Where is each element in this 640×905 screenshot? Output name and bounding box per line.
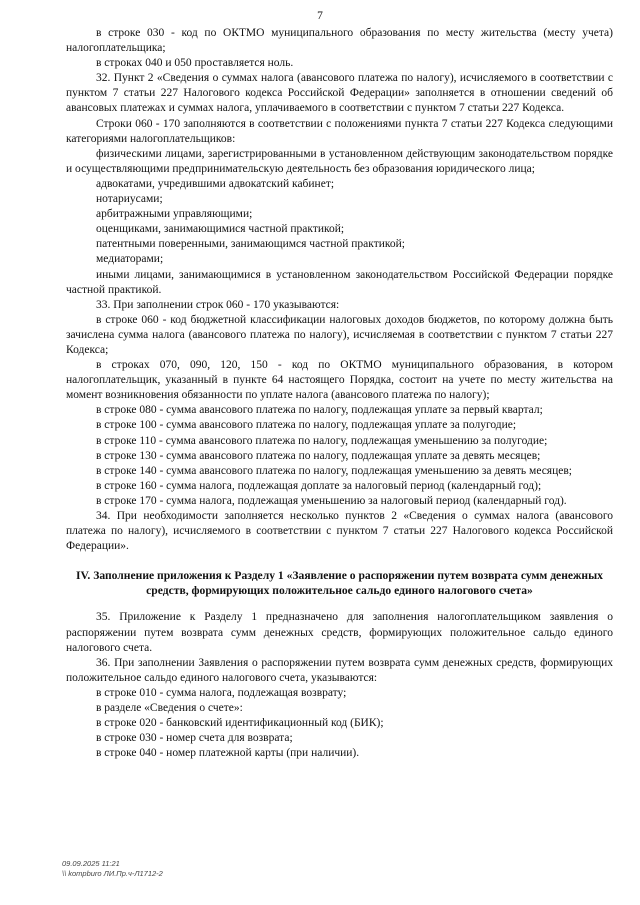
footer-file-path: \\ kompburo ЛИ.Пр.ч-Л1712-2 (62, 868, 163, 878)
paragraph: арбитражными управляющими; (96, 208, 253, 221)
paragraph: в строке 030 - код по ОКТМО муниципального образования по месту жительства (месту учета) налогоплательщика; (66, 27, 613, 55)
paragraph: в строке 160 - сумма налога, подлежащая доплате за налоговый период (календарный год); (96, 479, 542, 492)
paragraph: в строке 080 - сумма авансового платежа по налогу, подлежащая уплате за первый квартал; (96, 404, 543, 417)
document-body (66, 26, 613, 761)
document-footer (62, 859, 163, 878)
paragraph: в строках 070, 090, 120, 150 - код по ОКТМО муниципального образования, в котором налогоплательщик, указанный в пункте 64 настоящего Порядка, состоит на учете по месту жительства на момент возникновения обязанности по уплате налога (авансового платежа по налогу); (66, 359, 613, 402)
paragraph: в строке 170 - сумма налога, подлежащая уменьшению за налоговый период (календарный год). (96, 494, 567, 507)
paragraph: 34. При необходимости заполняется несколько пунктов 2 «Сведения о суммах налога (авансового платежа по налогу), исчисляемого в соответствии с пунктом 7 статьи 227 Налогового кодекса Российской Федерации». (66, 510, 613, 553)
paragraph: 32. Пункт 2 «Сведения о суммах налога (авансового платежа по налогу), исчисляемого в соответствии с пунктом 7 статьи 227 Налогового кодекса Российской Федерации» заполняется в отношении сведений об авансовых платежах и суммах налога, уплачиваемого в соответствии с пунктом 7 статьи 227 Кодекса. (66, 72, 613, 115)
paragraph: в строке 100 - сумма авансового платежа по налогу, подлежащая уплате за полугодие; (96, 419, 517, 432)
paragraph: в строке 030 - номер счета для возврата; (96, 732, 293, 745)
paragraph: медиаторами; (96, 253, 164, 266)
paragraph: Строки 060 - 170 заполняются в соответствии с положениями пункта 7 статьи 227 Кодекса следующими категориями налогоплательщиков: (66, 117, 613, 145)
paragraph: 35. Приложение к Разделу 1 предназначено для заполнения налогоплательщиком заявления о распоряжении путем возврата сумм денежных средств, формирующих положительное сальдо единого налогового счета. (66, 611, 613, 654)
paragraph: нотариусами; (96, 193, 163, 206)
paragraph: в строке 020 - банковский идентификационный код (БИК); (96, 717, 384, 730)
paragraph: патентными поверенными, занимающимся частной практикой; (96, 238, 405, 251)
paragraph: иными лицами, занимающимися в установленном законодательством Российской Федерации порядке частной практикой. (66, 268, 613, 296)
section-heading: IV. Заполнение приложения к Разделу 1 «Заявление о распоряжении путем возврата сумм денежных средств, формирующих положительное сальдо единого налогового счета» (76, 569, 603, 598)
paragraph: физическими лицами, зарегистрированными в установленном действующим законодательством порядке и осуществляющими предпринимательскую деятельность без образования юридического лица; (66, 147, 613, 175)
paragraph: в строке 110 - сумма авансового платежа по налогу, подлежащая уменьшению за полугодие; (96, 434, 548, 447)
footer-timestamp: 09.09.2025 11:21 (62, 859, 120, 868)
paragraph: адвокатами, учредившими адвокатский кабинет; (96, 177, 335, 190)
paragraph: в строке 140 - сумма авансового платежа по налогу, подлежащая уменьшению за девять месяцев; (96, 464, 572, 477)
paragraph: в строке 130 - сумма авансового платежа по налогу, подлежащая уплате за девять месяцев; (96, 449, 541, 462)
paragraph: в строке 060 - код бюджетной классификации налоговых доходов бюджетов, по которому должна быть зачислена сумма налога (авансового платежа по налогу), исчисляемая в соответствии с пунктом 7 статьи 227 Кодекса; (66, 313, 613, 356)
paragraph: в строке 040 - номер платежной карты (при наличии). (96, 747, 360, 760)
paragraph: в строке 010 - сумма налога, подлежащая возврату; (96, 686, 347, 699)
paragraph: 33. При заполнении строк 060 - 170 указываются: (96, 298, 340, 311)
paragraph: в разделе «Сведения о счете»: (96, 702, 243, 715)
paragraph: 36. При заполнении Заявления о распоряжении путем возврата сумм денежных средств, формирующих положительное сальдо единого налогового счета, указываются: (66, 656, 613, 684)
page-number: 7 (317, 10, 323, 22)
paragraph: оценщиками, занимающимися частной практикой; (96, 223, 345, 236)
paragraph: в строках 040 и 050 проставляется ноль. (96, 57, 294, 70)
